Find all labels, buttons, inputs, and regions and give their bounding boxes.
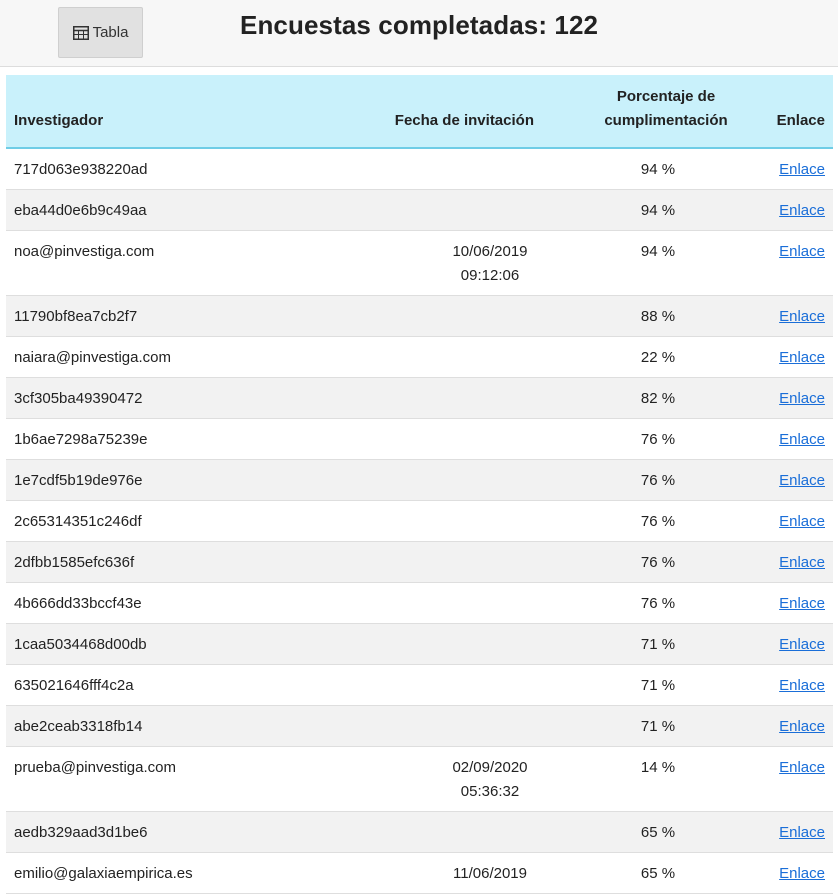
cell-fecha bbox=[324, 500, 594, 541]
table-row bbox=[6, 705, 833, 746]
cell-fecha bbox=[324, 664, 594, 705]
cell-fecha: 02/09/2020 05:36:32 bbox=[324, 746, 594, 811]
enlace-link[interactable]: Enlace bbox=[779, 864, 825, 882]
cell-enlace bbox=[722, 664, 833, 705]
table-row bbox=[6, 377, 833, 418]
cell-investigador: 635021646fff4c2a bbox=[6, 664, 324, 705]
cell-porcentaje: 94 % bbox=[594, 148, 722, 189]
cell-investigador: aedb329aad3d1be6 bbox=[6, 811, 324, 852]
cell-porcentaje: 65 % bbox=[594, 811, 722, 852]
cell-enlace bbox=[722, 295, 833, 336]
cell-enlace bbox=[722, 705, 833, 746]
cell-investigador: prueba@pinvestiga.com bbox=[6, 746, 324, 811]
cell-fecha bbox=[324, 336, 594, 377]
cell-enlace bbox=[722, 746, 833, 811]
cell-investigador: 3cf305ba49390472 bbox=[6, 377, 324, 418]
tabla-button-label: Tabla bbox=[92, 24, 129, 41]
cell-fecha bbox=[324, 459, 594, 500]
enlace-link[interactable]: Enlace bbox=[779, 635, 825, 653]
enlace-link[interactable]: Enlace bbox=[779, 430, 825, 448]
cell-fecha bbox=[324, 811, 594, 852]
cell-investigador: 1b6ae7298a75239e bbox=[6, 418, 324, 459]
enlace-link[interactable]: Enlace bbox=[779, 242, 825, 260]
cell-porcentaje: 76 % bbox=[594, 418, 722, 459]
cell-investigador: eba44d0e6b9c49aa bbox=[6, 189, 324, 230]
cell-enlace bbox=[722, 459, 833, 500]
table-row bbox=[6, 811, 833, 852]
table-row bbox=[6, 189, 833, 230]
cell-investigador: 4b666dd33bccf43e bbox=[6, 582, 324, 623]
cell-investigador: 1e7cdf5b19de976e bbox=[6, 459, 324, 500]
table-row bbox=[6, 230, 833, 295]
tabla-button[interactable] bbox=[58, 7, 143, 58]
cell-investigador: noa@pinvestiga.com bbox=[6, 230, 324, 295]
cell-porcentaje: 71 % bbox=[594, 705, 722, 746]
cell-fecha bbox=[324, 189, 594, 230]
cell-fecha bbox=[324, 418, 594, 459]
cell-fecha bbox=[324, 541, 594, 582]
cell-investigador: 11790bf8ea7cb2f7 bbox=[6, 295, 324, 336]
cell-investigador: 2dfbb1585efc636f bbox=[6, 541, 324, 582]
table-row bbox=[6, 418, 833, 459]
surveys-table-container bbox=[6, 75, 833, 894]
enlace-link[interactable]: Enlace bbox=[779, 471, 825, 489]
cell-investigador: abe2ceab3318fb14 bbox=[6, 705, 324, 746]
cell-porcentaje: 94 % bbox=[594, 189, 722, 230]
column-header-fecha[interactable]: Fecha de invitación bbox=[324, 75, 594, 148]
cell-enlace bbox=[722, 852, 833, 893]
cell-fecha bbox=[324, 705, 594, 746]
table-row bbox=[6, 746, 833, 811]
cell-porcentaje: 71 % bbox=[594, 664, 722, 705]
cell-fecha bbox=[324, 582, 594, 623]
enlace-link[interactable]: Enlace bbox=[779, 823, 825, 841]
cell-fecha: 11/06/2019 bbox=[324, 852, 594, 893]
cell-fecha bbox=[324, 623, 594, 664]
cell-enlace bbox=[722, 582, 833, 623]
table-header-row bbox=[6, 75, 833, 148]
cell-porcentaje: 22 % bbox=[594, 336, 722, 377]
cell-porcentaje: 14 % bbox=[594, 746, 722, 811]
enlace-link[interactable]: Enlace bbox=[779, 201, 825, 219]
cell-porcentaje: 76 % bbox=[594, 541, 722, 582]
cell-enlace bbox=[722, 811, 833, 852]
cell-porcentaje: 94 % bbox=[594, 230, 722, 295]
cell-porcentaje: 88 % bbox=[594, 295, 722, 336]
cell-porcentaje: 71 % bbox=[594, 623, 722, 664]
table-icon bbox=[73, 26, 89, 40]
cell-investigador: naiara@pinvestiga.com bbox=[6, 336, 324, 377]
table-row bbox=[6, 623, 833, 664]
enlace-link[interactable]: Enlace bbox=[779, 676, 825, 694]
enlace-link[interactable]: Enlace bbox=[779, 717, 825, 735]
cell-enlace bbox=[722, 541, 833, 582]
table-row bbox=[6, 500, 833, 541]
table-row bbox=[6, 664, 833, 705]
table-row bbox=[6, 541, 833, 582]
cell-enlace bbox=[722, 230, 833, 295]
column-header-porcentaje-label: Porcentaje de cumplimentación bbox=[604, 88, 728, 129]
table-body bbox=[6, 148, 833, 893]
enlace-link[interactable]: Enlace bbox=[779, 307, 825, 325]
cell-fecha bbox=[324, 148, 594, 189]
enlace-link[interactable]: Enlace bbox=[779, 389, 825, 407]
enlace-link[interactable]: Enlace bbox=[779, 348, 825, 366]
column-header-enlace[interactable]: Enlace bbox=[722, 75, 833, 148]
cell-investigador: 1caa5034468d00db bbox=[6, 623, 324, 664]
cell-enlace bbox=[722, 148, 833, 189]
enlace-link[interactable]: Enlace bbox=[779, 161, 825, 178]
enlace-link[interactable]: Enlace bbox=[779, 512, 825, 530]
cell-porcentaje: 76 % bbox=[594, 500, 722, 541]
column-header-porcentaje[interactable] bbox=[594, 75, 728, 148]
table-row bbox=[6, 582, 833, 623]
surveys-table bbox=[6, 75, 833, 894]
cell-enlace bbox=[722, 500, 833, 541]
cell-fecha bbox=[324, 377, 594, 418]
column-header-investigador[interactable]: Investigador bbox=[6, 75, 324, 148]
table-row bbox=[6, 852, 833, 893]
cell-enlace bbox=[722, 336, 833, 377]
cell-porcentaje: 76 % bbox=[594, 459, 722, 500]
cell-porcentaje: 76 % bbox=[594, 582, 722, 623]
cell-enlace bbox=[722, 418, 833, 459]
cell-enlace bbox=[722, 623, 833, 664]
cell-porcentaje: 82 % bbox=[594, 377, 722, 418]
cell-porcentaje: 65 % bbox=[594, 852, 722, 893]
cell-fecha: 10/06/2019 09:12:06 bbox=[324, 230, 594, 295]
toolbar bbox=[0, 0, 838, 67]
enlace-link[interactable]: Enlace bbox=[779, 594, 825, 612]
table-row bbox=[6, 459, 833, 500]
cell-enlace bbox=[722, 189, 833, 230]
table-row bbox=[6, 295, 833, 336]
cell-fecha bbox=[324, 295, 594, 336]
cell-investigador: emilio@galaxiaempirica.es bbox=[6, 852, 324, 893]
cell-enlace bbox=[722, 377, 833, 418]
table-row bbox=[6, 148, 833, 189]
table-row bbox=[6, 336, 833, 377]
cell-investigador: 717d063e938220ad bbox=[6, 148, 324, 189]
cell-investigador: 2c65314351c246df bbox=[6, 500, 324, 541]
enlace-link[interactable]: Enlace bbox=[779, 553, 825, 571]
table-header bbox=[6, 75, 833, 148]
enlace-link[interactable]: Enlace bbox=[779, 758, 825, 776]
page-title: Encuestas completadas: 122 bbox=[240, 10, 599, 40]
